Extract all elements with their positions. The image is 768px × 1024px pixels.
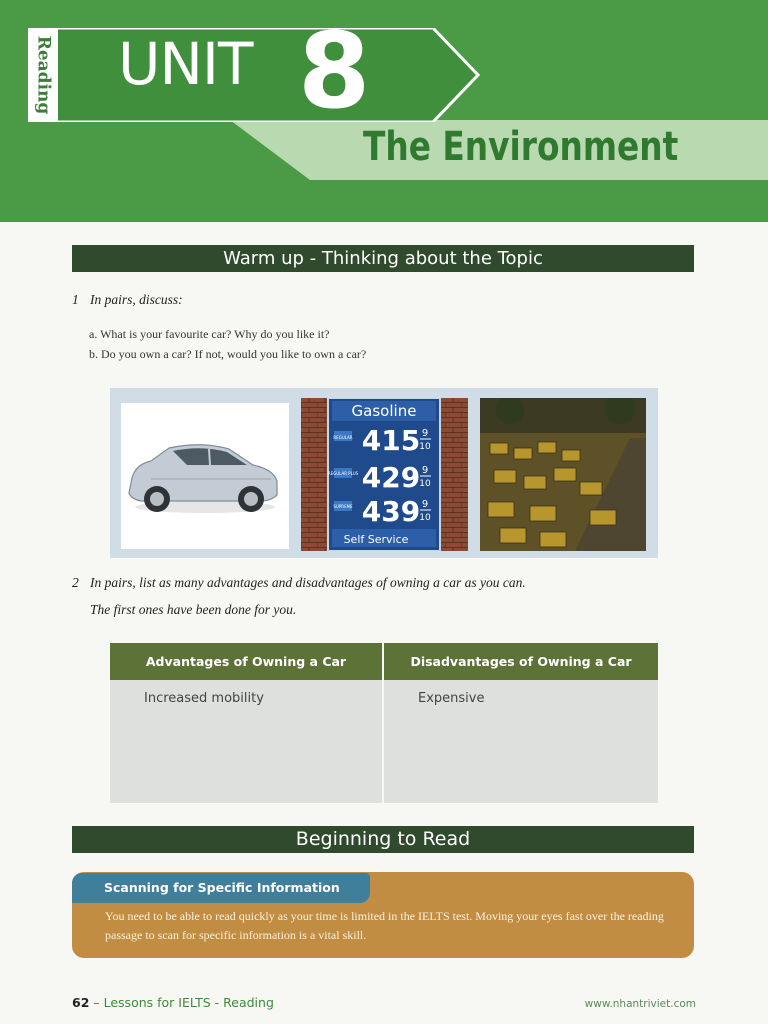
tip-box-title: Scanning for Specific Information (72, 873, 370, 903)
svg-text:REGULAR: REGULAR (333, 435, 353, 440)
question-option: a. What is your favourite car? Why do you like it? (89, 327, 330, 341)
book-title: – Lessons for IELTS - Reading (93, 995, 274, 1010)
unit-number: 8 (298, 10, 371, 132)
svg-text:REGULAR PLUS: REGULAR PLUS (327, 471, 359, 476)
unit-word: UNIT (118, 30, 253, 98)
unit-arrow-banner (28, 28, 480, 122)
price-value: 429 (361, 461, 421, 494)
svg-text:9: 9 (421, 428, 429, 439)
beginning-heading: Beginning to Read (72, 826, 694, 853)
question-number: 1 (72, 292, 79, 307)
section-side-label: Reading (28, 28, 58, 122)
unit-title: The Environment (363, 124, 679, 170)
question-1 (72, 292, 183, 308)
car-illustration (121, 403, 289, 549)
svg-text:9: 9 (421, 465, 429, 476)
advantage-example: Increased mobility (144, 691, 264, 706)
question-number: 2 (72, 575, 79, 590)
svg-text:10: 10 (419, 442, 431, 452)
car-photo (121, 403, 289, 549)
svg-text:10: 10 (419, 513, 431, 523)
tip-box-text: You need to be able to read quickly as your time is limited in the IELTS test. Moving your eyes fast over the reading passage to scan for specific information is a vital skill. (105, 909, 664, 942)
disadvantage-example: Expensive (418, 691, 485, 706)
disadvantages-cell[interactable] (384, 680, 658, 803)
svg-text:SUPREME: SUPREME (333, 504, 353, 509)
sign-footer: Self Service (343, 533, 409, 546)
column-header-disadvantages: Disadvantages of Owning a Car (384, 643, 658, 680)
gas-price-photo (301, 398, 468, 551)
question-prompt: In pairs, list as many advantages and disadvantages of owning a car as you can. (90, 575, 526, 590)
price-value: 415 (361, 424, 421, 457)
traffic-jam-photo (480, 398, 646, 551)
advantages-table (110, 643, 658, 803)
question-2-note: The first ones have been done for you. (90, 602, 297, 617)
question-prompt: In pairs, discuss: (90, 292, 183, 307)
publisher-url: www.nhantriviet.com (584, 998, 696, 1010)
sign-title: Gasoline (351, 402, 417, 420)
warmup-heading: Warm up - Thinking about the Topic (72, 245, 694, 272)
column-header-advantages: Advantages of Owning a Car (110, 643, 382, 680)
page-footer (72, 995, 274, 1010)
svg-text:10: 10 (419, 479, 431, 489)
question-2 (72, 575, 526, 591)
svg-text:9: 9 (421, 499, 429, 510)
advantages-cell[interactable] (110, 680, 382, 803)
price-value: 439 (361, 495, 421, 528)
question-option: b. Do you own a car? If not, would you like to own a car? (89, 347, 367, 361)
page-number: 62 (72, 995, 90, 1010)
